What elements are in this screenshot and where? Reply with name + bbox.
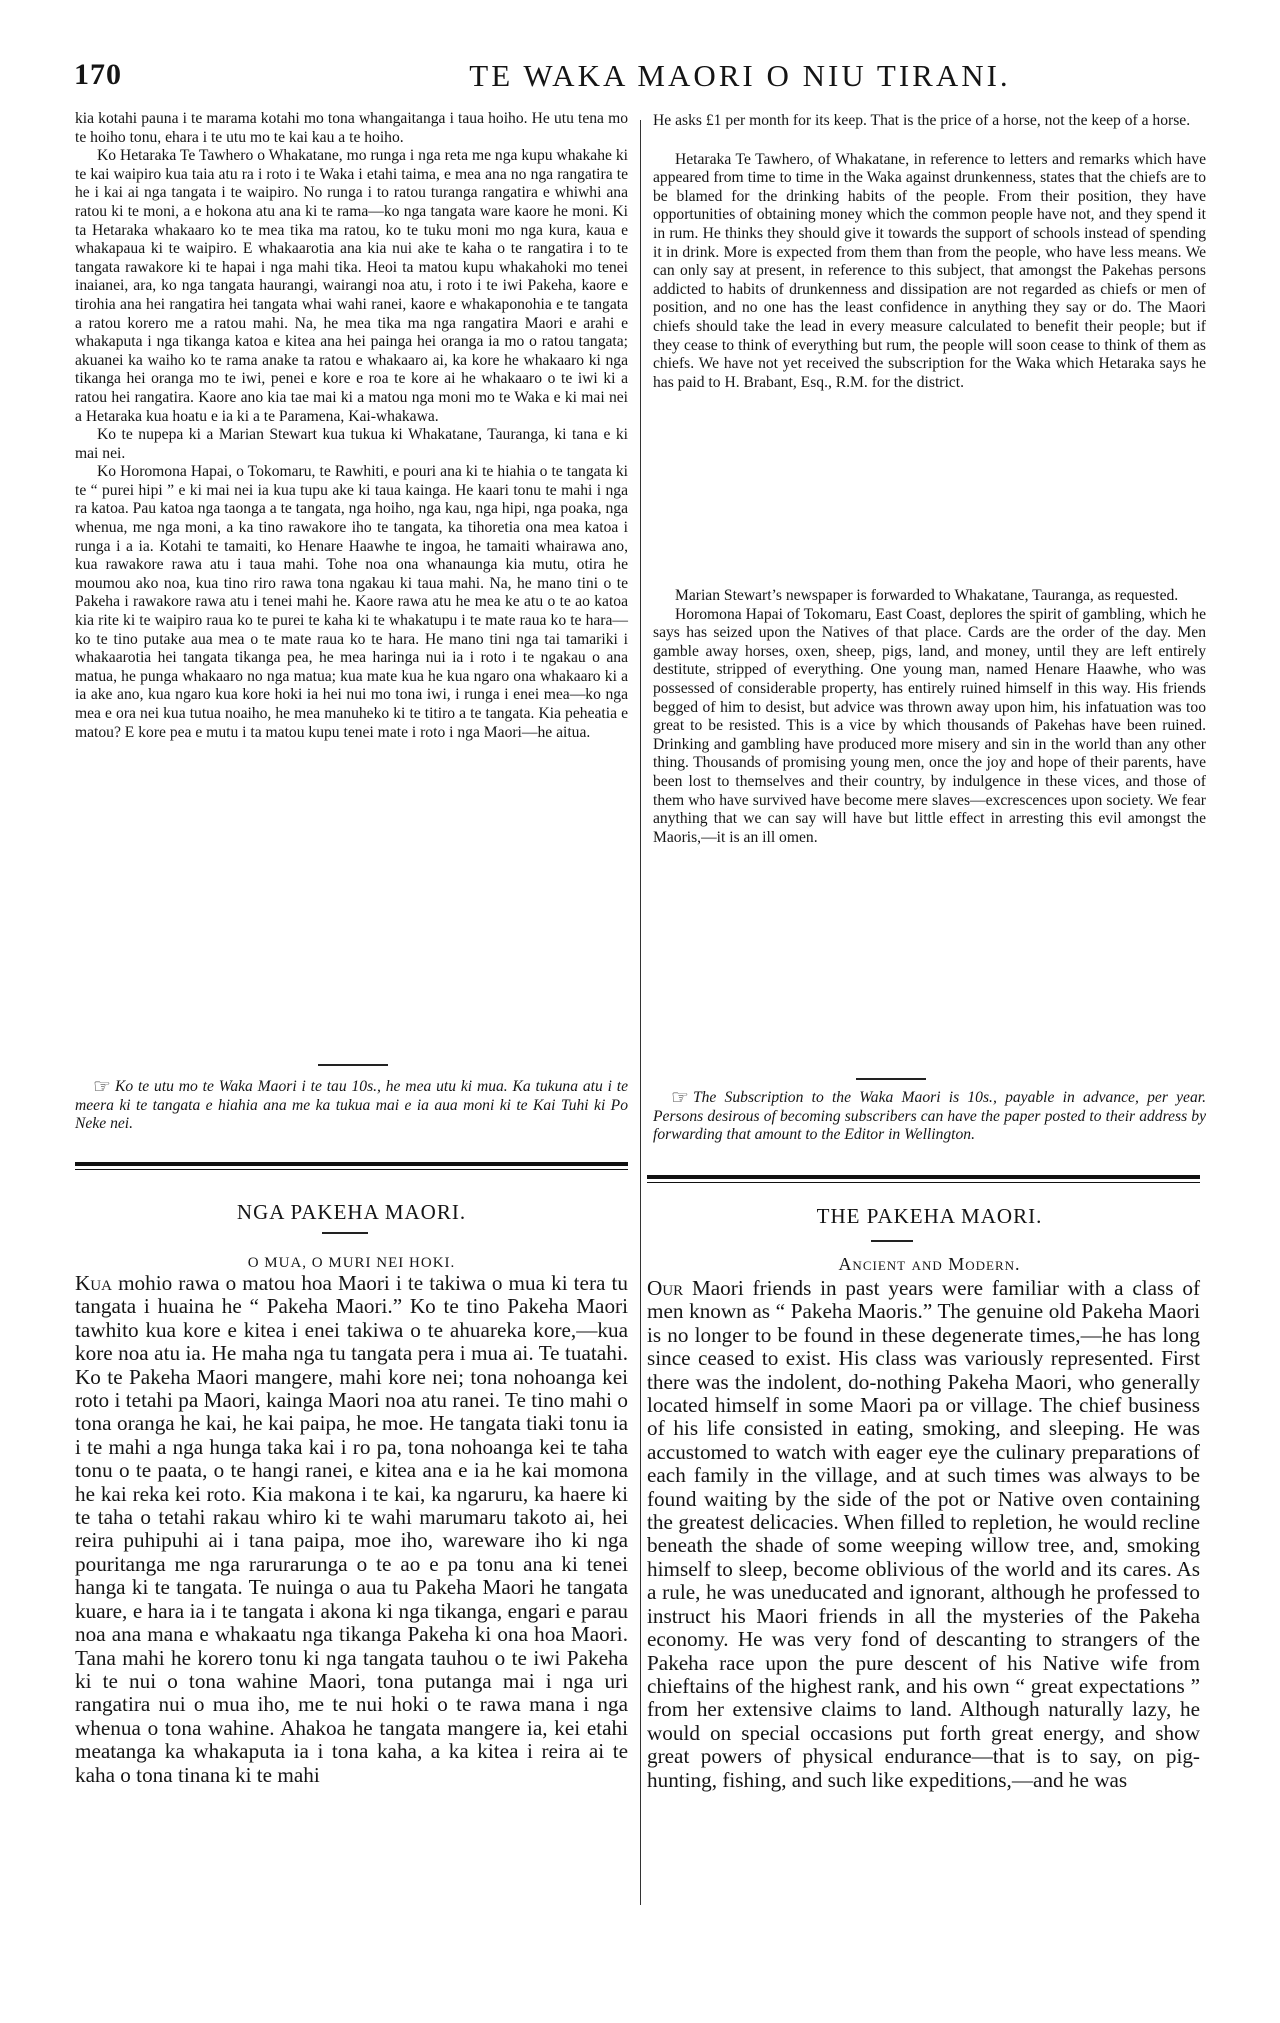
right-news-items-bottom bbox=[653, 587, 1206, 847]
left-paragraph: kia kotahi pauna i te marama kotahi mo tona whangaitanga i taua hoiho. He utu tena mo te hoiho tonu, ehara i te utu mo te kai kau a te hoiho. bbox=[75, 110, 628, 146]
right-article-title: THE PAKEHA MAORI. bbox=[816, 1204, 1043, 1228]
left-article-text: mohio rawa o matou hoa Maori i te takiwa o mua ki tera tu tangata i huaina he “ Pakeha Maori.” Ko te tino Pakeha Maori tawhito kua kore e kitea i enei takiwa o te ahuareka kore,—kua kore noa atu ia. He maha nga tu tangata pera i mua ai. Te tuatahi. Ko te Pakeha Maori mangere, mahi kore nei; tona nohoanga kei roto i tetahi pa Maori, kainga Maori noa atu ranei. Te tino mahi o tona oranga he kai, he kai paipa, he moe. He tangata tiaki tonu ia i te mahi a nga hunga taka kai i ro pa, tona nohoanga kei te taha tonu o te paata, o te hangi ranei, e kitea ana e ia he kai momona he kai reka kei roto. Kia makona i te kai, ka ngaruru, ka haere ki te taha o tetahi rakau whiro ki te wahi marumaru takoto ai, hei reira puhipuhi ai i tana paipa, moe iho, wareware iho ki nga pouritanga me nga rarurarunga o te ao e pa tonu ana ki tenei hanga ki te tangata. Te nuinga o aua tu Pakeha Maori he tangata kuare, e hara ia i te tangata i akona ki nga tikanga, engari e parau noa ana mana e whakaatu nga tikanga Pakeha ki ona hoa Maori. Tana mahi he korero tonu ki nga tangata tauhou o te iwi Pakeha ki te nui o tona wahine Maori, tona putanga mai i nga uri rangatira nui o mua iho, me te nui hoki o te rawa mana i nga whenua o tona wahine. Ahakoa he tangata mangere ia, kei etahi meatanga ka whakaputa ia i tona kaha, a ka kitea i reira ai te kaha o tona tinana ki te mahi bbox=[75, 1271, 628, 1787]
left-subscription-notice bbox=[75, 1078, 628, 1134]
right-article-body bbox=[647, 1277, 1200, 1792]
right-paragraph: Hetaraka Te Tawhero, of Whakatane, in reference to letters and remarks which have appeared from time to time in the Waka against drunkenness, states that the chiefs are to be blamed for the drinking habits of the people. From their position, they have opportunities of obtaining money which the common people have not, and they spend it in rum. He thinks they should give it towards the support of schools instead of spending it in drink. More is expected from them than from the people, who have less means. We can only say at present, in reference to this subject, that amongst the Pakehas persons addicted to habits of drunkenness and dissipation are not regarded as chiefs or men of position, and no one has the least confidence in anything they say or do. The Maori chiefs should take the lead in every measure calculated to benefit their people; but if they cease to think of everything but rum, the people will soon cease to think of them as chiefs. We have not yet received the subscription for the Waka which Hetaraka says he has paid to H. Brabant, Esq., R.M. for the district. bbox=[653, 150, 1206, 391]
left-news-items bbox=[75, 110, 628, 742]
left-paragraph: Ko Horomona Hapai, o Tokomaru, te Rawhiti, e pouri ana ki te hiahia o te tangata ki te “ purei hipi ” e ki mai nei ia kua tupu ake ki taua kainga. He kaari tonu te mahi i nga ra katoa. Pau katoa nga taonga a te tangata, nga hoiho, nga kau, nga hipi, nga poaka, nga whenua, me nga moni, a ka tino rawakore iho te tangata, ka tihoretia ona mea katoa i runga i a ia. Kotahi te tamaiti, ko Henare Haawhe te ingoa, he tamaiti whairawa ano, kua rawakore rawa atu i taua mahi. Tohe noa ona whanaunga kia mutu, otira he moumou ako noa, kua tino riro rawa tona ngakau ki taua mahi. Na, he mano tini o te Pakeha i rawakore rawa atu i tenei mahi he. Kaore rawa atu he mea ke atu o te ao katoa kia rite ki te waipiro raua ko te purei te kaha ki te whakatupu i te mate raua ko te hara—ko te tino putake aua mea o te mate raua ko te hara. He mano tini nga tai tamariki i whakaarotia hei tangata tikanga pea, he mea haringa nui ia i roto i te ngakau o ana matua, he punga whakaaro no nga matua; kua mate kua he kua ngaro ona whakaaro ki a ia ake ano, kua ngaro kua kore hoki ia hei nui mo tona iwi, i runga i enei mea—ko nga mea e ora nei kua tutua noaiho, he mea manuheko ki te titiro a te tangata. Kia peheatia e matou? E kore pea e mutu i ta matou kupu tenei mate i roto i nga Maori—he aitua. bbox=[75, 463, 628, 741]
column-divider bbox=[640, 120, 641, 1905]
right-paragraph: He asks £1 per month for its keep. That is the price of a horse, not the keep of a horse. bbox=[653, 112, 1191, 129]
pointing-hand-icon: ☞ bbox=[93, 1076, 111, 1098]
short-divider bbox=[856, 1078, 926, 1080]
masthead-title: TE WAKA MAORI O NIU TIRANI. bbox=[469, 58, 1011, 93]
section-double-rule bbox=[75, 1162, 628, 1170]
right-paragraph: Marian Stewart’s newspaper is forwarded to Whakatane, Tauranga, as requested. bbox=[675, 587, 1179, 604]
right-article-subtitle: Ancient and Modern. bbox=[838, 1254, 1021, 1274]
right-article-lead-word: Our bbox=[647, 1276, 684, 1300]
left-article-lead-word: Kua bbox=[75, 1271, 112, 1295]
short-divider bbox=[318, 1064, 388, 1066]
left-notice-text: Ko te utu mo te Waka Maori i te tau 10s., he mea utu ki mua. Ka tukuna atu i te meera ki te tangata e hiahia ana me ka tukua mai e ia aua moni ki te Kai Tuhi ki Po Neke nei. bbox=[75, 1078, 628, 1133]
left-paragraph: Ko te nupepa ki a Marian Stewart kua tukua ki Whakatane, Tauranga, ki tana e ki mai nei. bbox=[75, 426, 628, 462]
right-paragraph: Horomona Hapai of Tokomaru, East Coast, deplores the spirit of gambling, which he says has seized upon the Natives of that place. Cards are the order of the day. Men gamble away horses, oxen, sheep, pigs, land, and money, until they are left entirely destitute, stripped of everything. One young man, named Henare Haawhe, who was possessed of considerable property, has entirely ruined himself in this way. His friends begged of him to desist, but advice was thrown away upon him, his infatuation was too great to be resisted. This is a vice by which thousands of Pakehas have been ruined. Drinking and gambling have produced more misery and sin in the world than any other thing. Thousands of promising young men, once the joy and hope of their parents, have been lost to themselves and their country, by indulgence in these vices, and those of them who have survived have become mere slaves—excrescences upon society. We fear anything that we can say will have but little effect in arresting this evil amongst the Maoris,—it is an ill omen. bbox=[653, 605, 1206, 846]
right-subscription-notice bbox=[653, 1089, 1206, 1145]
pointing-hand-icon: ☞ bbox=[671, 1087, 689, 1109]
left-article-subtitle: O MUA, O MURI NEI HOKI. bbox=[247, 1255, 456, 1271]
right-article-text: Maori friends in past years were familiar with a class of men known as “ Pakeha Maoris.” The genuine old Pakeha Maori is no longer to be found in these degenerate times,—he has long since ceased to exist. His class was variously represented. First there was the indolent, do-nothing Pakeha Maori, who generally located himself in some Maori pa or village. The chief business of his life consisted in eating, smoking, and sleeping. He was accustomed to watch with eager eye the culinary preparations of each family in the village, and at such times was always to be found waiting by the side of the pot or Native oven containing the greatest delicacies. When filled to repletion, he would recline beneath the shade of some weeping willow tree, and, smoking himself to sleep, become oblivious of the world and its cares. As a rule, he was uneducated and ignorant, although he professed to instruct his Maori friends in all the mysteries of the Pakeha economy. He was very fond of descanting to strangers of the Pakeha race upon the pure descent of his Native wife from chieftains of the highest rank, and his own “ great expectations ” from her extensive claims to land. Although naturally lazy, he would on special occasions put forth great energy, and show great powers of physical endurance—that is to say, on pig-hunting, fishing, and such like expeditions,—and he was bbox=[647, 1276, 1200, 1792]
right-news-items-top bbox=[653, 112, 1206, 392]
short-divider bbox=[322, 1232, 368, 1234]
section-double-rule bbox=[647, 1175, 1200, 1183]
right-notice-text: The Subscription to the Waka Maori is 10s., payable in advance, per year. Persons desirous of becoming subscribers can have the paper posted to their address by forwarding that amount to the Editor in Wellington. bbox=[653, 1089, 1206, 1144]
short-divider bbox=[871, 1240, 913, 1242]
left-article-body bbox=[75, 1272, 628, 1787]
page-number: 170 bbox=[74, 58, 122, 91]
left-article-title: NGA PAKEHA MAORI. bbox=[236, 1200, 467, 1224]
left-paragraph: Ko Hetaraka Te Tawhero o Whakatane, mo runga i nga reta me nga kupu whakahe ki te kai waipiro kua taia atu ra i roto i te Waka i etahi taima, e mea ana no nga rangatira te he i kai ai nga tangata i te waipiro. No runga i to ratou turanga rangatira e whiwhi ana ratou ki te moni, a e hokona atu ana ki te rama—ko nga tangata ware kaore he moni. Ki ta Hetaraka whakaaro ko te mea tika ma ratou, ko te tuku moni mo nga kura, kaua e whakapaua ki te waipiro. E whakaarotia ana kia nui ake te kaha o te rangatira i to te tangata rawakore ki te hapai i nga mahi tika. Heoi ta matou kupu whakahoki mo tenei inaianei, ara, ko nga tangata haurangi, wairangi noa atu, i roto i te iwi Pakeha, kaore e tirohia ana hei rangatira hei tangata whai wahi ranei, kaore e whakaponohia e te tangata a ratou korero me a ratou mahi. Na, he mea tika ma nga rangatira Maori e arahi e whakaputa i nga tikanga katoa e kitea ana hei painga hei oranga ia mo o ratou tangata; akuanei ka waiho ko te rama anake ta ratou e whakaaro ai, ka kore he whakaaro ki nga tikanga hei oranga mo te iwi, penei e kore e roa te kore ai he whakaaro o te iwi ki a ratou hei rangatira. Kaore ano kia tae mai ki a matou nga moni mo te Waka e ki mai nei a Hetaraka kua hoatu e ia ki a te Paramena, Kai-whakawa. bbox=[75, 147, 628, 425]
